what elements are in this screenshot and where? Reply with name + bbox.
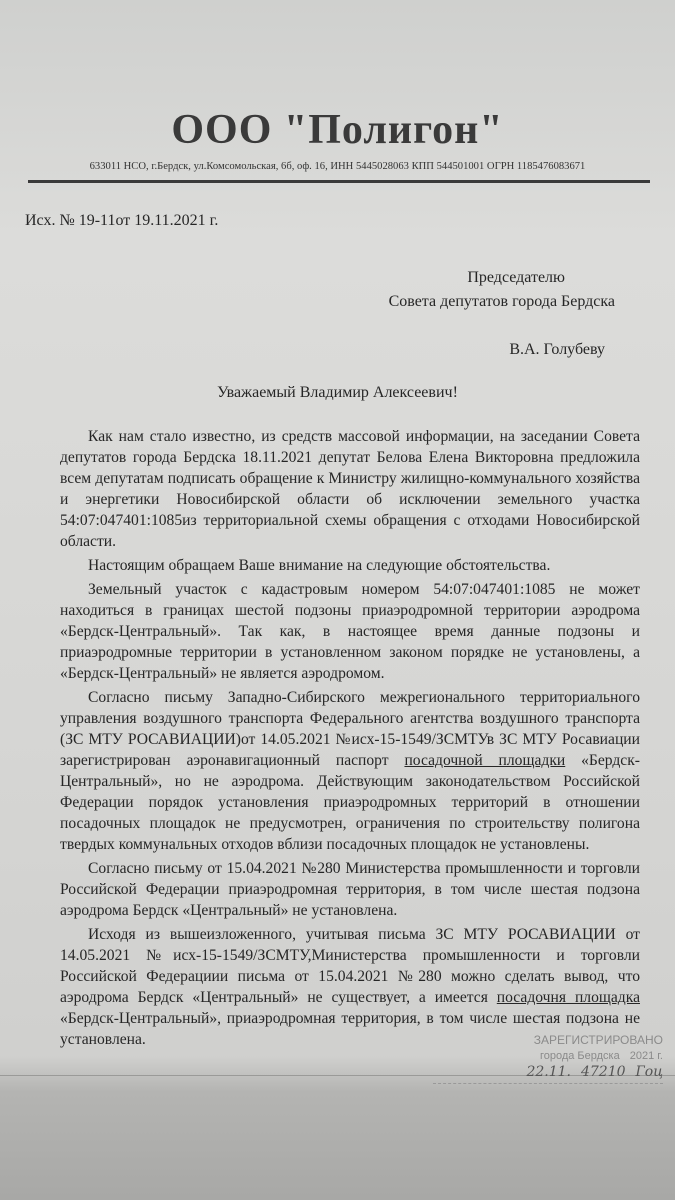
paragraph: Земельный участок с кадастровым номером 54:07:047401:1085 не может находиться в границах шестой подзоны приаэродромной территории аэродрома «Бердск-Центральный». Так как, в настоящее время данные подзоны и приаэродромные территории в установленном законом порядке не установлены, а «Бердск-Центральный» не является аэродромом. [60,581,640,682]
addressee-line1: Председателю [467,269,565,286]
underlined-text: посадочной площадки [404,752,566,769]
stamp-line3: 2021 г. [629,1050,663,1062]
stamp-date: 22.11. [526,1064,571,1080]
letterhead-divider [28,180,650,183]
company-requisites: 633011 НСО, г.Бердск, ул.Комсомольская, 6б, оф. 16, ИНН 5445028063 КПП 544501001 ОГРН 1185476083671 [89,161,586,172]
addressee-name: В.А. Голубеву [509,341,605,358]
greeting: Уважаемый Владимир Алексеевич! [217,384,458,401]
paragraph: Согласно письму от 15.04.2021 №280 Министерства промышленности и торговли Российской Федерации приаэродромная территория, в том числе шестая подзона аэродрома Бердск «Центральный» не установлена. [60,860,640,919]
stamp-line2: города Бердска [539,1050,620,1062]
paragraph: Как нам стало известно, из средств массовой информации, на заседании Совета депутатов города Бердска 18.11.2021 депутат Белова Елена Викторовна предложила всем депутатам подписать обращение к Министру жилищно-коммунального хозяйства и энергетики Новосибирской области об исключении земельного участка 54:07:047401:1085из территориальной схемы обращения с отходами Новосибирской области. [60,428,640,550]
addressee-block [389,266,615,362]
registration-stamp [433,1032,663,1084]
paragraph: Настоящим обращаем Ваше внимание на следующие обстоятельства. [88,557,551,574]
text: Исходя из вышеизложенного, учитывая письма ЗС МТУ РОСАВИАЦИИ от 14.05.2021 №исх-15-1549/ЗСМТУ,Министерства промышленности и торговли Российской Федерациии письма от 15.04.2021 №280 можно сделать вывод, что аэродрома Бердск «Центральный» не существует, а имеется [60,926,640,1006]
company-name: ООО "Полигон" [171,107,504,153]
stamp-number: 47210 [580,1064,626,1080]
outgoing-number: Исх. № 19-11от 19.11.2021 г. [25,212,219,229]
text: «Бердск-Центральный», приаэродромная территория, в том числе шестая подзона не установлена. [60,1010,640,1048]
letter-body [60,426,640,1053]
text: «Бердск-Центральный», но не аэродрома. Действующим законодательством Российской Федерации порядок установления приаэродромных территорий в отношении посадочных площадок не предусмотрен, ограничения по строительству полигона твердых коммунальных отходов вблизи посадочных площадок не установлены. [60,752,640,853]
paragraph [60,687,640,855]
stamp-initials: Гоц [635,1064,663,1080]
text: Согласно письму Западно-Сибирского межрегионального территориального управления воздушного транспорта Федерального агентства воздушного транспорта (ЗС МТУ РОСАВИАЦИИ)от 14.05.2021 №исх-15-1549/ЗСМТУв ЗС МТУ Росавиации зарегистрирован аэронавигационный паспорт [60,689,640,769]
stamp-line1: ЗАРЕГИСТРИРОВАНО [533,1033,663,1047]
addressee-line2: Совета депутатов города Бердска [388,293,615,310]
underlined-text: посадочня площадка [496,989,640,1006]
